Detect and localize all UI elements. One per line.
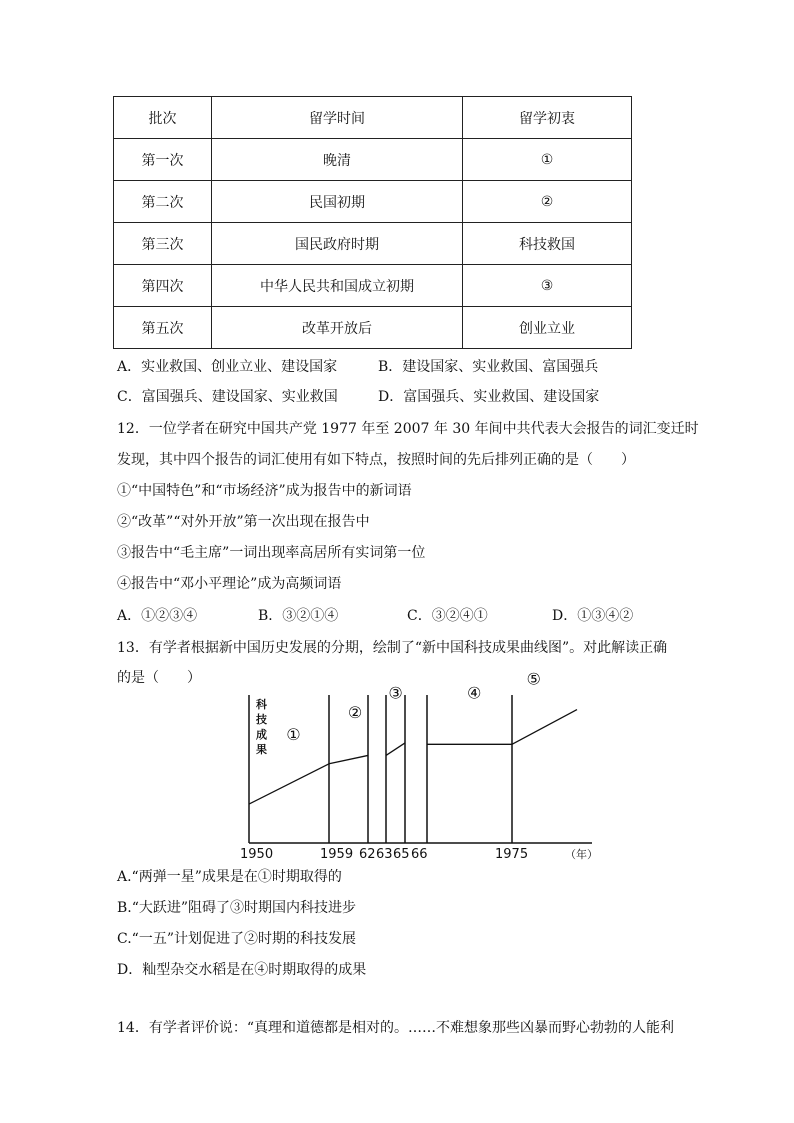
x-tick-label: 1975 [495, 847, 529, 862]
table-row [114, 307, 632, 349]
q12-option-c: C．③②④① [407, 608, 488, 624]
table-cell: 第三次 [114, 223, 212, 265]
table-cell: 科技救国 [463, 223, 632, 265]
q12-item-1: ①“中国特色”和“市场经济”成为报告中的新词语 [117, 483, 412, 499]
x-tick-label: 65 [393, 847, 410, 862]
period-label: ② [347, 702, 363, 722]
period-label: ⑤ [526, 669, 541, 689]
study-abroad-table [113, 96, 632, 349]
q13-option-d: D．籼型杂交水稻是在④时期取得的成果 [117, 962, 367, 978]
table-cell: 第二次 [114, 181, 212, 223]
table-row [114, 265, 632, 307]
x-tick-label: 1959 [320, 847, 354, 862]
q11-option-d: D．富国强兵、实业救国、建设国家 [378, 389, 600, 405]
period-label: ③ [388, 683, 403, 703]
x-tick-label: 63 [376, 847, 393, 862]
q12-stem-line1: 12．一位学者在研究中国共产党 1977 年至 2007 年 30 年间中共代表大会报告的词汇变迁时 [117, 421, 699, 437]
q11-option-b: B．建设国家、实业救国、富国强兵 [378, 359, 599, 375]
data-segment [329, 755, 368, 763]
table-header-cell: 留学初衷 [463, 97, 632, 139]
table-cell: 第五次 [114, 307, 212, 349]
x-tick-label: 62 [359, 847, 376, 862]
data-segment [249, 764, 329, 804]
q13-stem-line2: 的是（ ） [117, 670, 201, 686]
table-cell: 中华人民共和国成立初期 [212, 265, 463, 307]
q11-option-a: A．实业救国、创业立业、建设国家 [117, 359, 338, 375]
q12-item-4: ④报告中“邓小平理论”成为高频词语 [117, 576, 342, 592]
q14-stem-line1: 14．有学者评价说：“真理和道德都是相对的。……不难想象那些凶暴而野心勃勃的人能利 [117, 1020, 674, 1036]
period-label: ① [286, 725, 301, 745]
q11-option-c: C．富国强兵、建设国家、实业救国 [117, 389, 338, 405]
table-cell: ③ [463, 265, 632, 307]
y-axis-label-char: 科 [256, 698, 267, 711]
y-axis-label-char: 成 [256, 728, 267, 741]
y-axis-label-char: 技 [256, 713, 267, 726]
q12-option-b: B．③②①④ [258, 608, 339, 624]
table-header-row [114, 97, 632, 139]
table-row [114, 181, 632, 223]
data-segment [386, 743, 405, 756]
table-cell: 民国初期 [212, 181, 463, 223]
q13-option-b: B.“大跃进”阻碍了③时期国内科技进步 [117, 900, 357, 916]
q13-option-c: C.“一五”计划促进了②时期的科技发展 [117, 931, 356, 947]
table-header-cell: 批次 [114, 97, 212, 139]
table-cell: 第四次 [114, 265, 212, 307]
table-row [114, 139, 632, 181]
x-tick-label: （年） [565, 848, 598, 861]
x-tick-label: 66 [411, 847, 428, 862]
q12-option-a: A．①②③④ [117, 608, 198, 624]
q12-item-3: ③报告中“毛主席”一词出现率高居所有实词第一位 [117, 545, 426, 561]
q12-option-d: D．①③④② [552, 608, 634, 624]
q13-stem-line1: 13．有学者根据新中国历史发展的分期，绘制了“新中国科技成果曲线图”。对此解读正确 [117, 640, 668, 656]
table-cell: ② [463, 181, 632, 223]
data-segment [512, 710, 577, 745]
table-row [114, 223, 632, 265]
q12-stem-line2: 发现，其中四个报告的词汇使用有如下特点，按照时间的先后排列正确的是（ ） [117, 452, 635, 468]
q13-option-a: A.“两弹一星”成果是在①时期取得的 [117, 869, 342, 885]
tech-achievement-chart [240, 669, 605, 865]
x-tick-label: 1950 [240, 847, 274, 862]
table-header-cell: 留学时间 [212, 97, 463, 139]
period-label: ④ [467, 683, 482, 703]
table-cell: 创业立业 [463, 307, 632, 349]
table-cell: 国民政府时期 [212, 223, 463, 265]
table-cell: 晚清 [212, 139, 463, 181]
table-cell: 第一次 [114, 139, 212, 181]
q12-item-2: ②“改革”“对外开放”第一次出现在报告中 [117, 514, 370, 530]
y-axis-label-char: 果 [256, 743, 267, 756]
table-cell: 改革开放后 [212, 307, 463, 349]
table-cell: ① [463, 139, 632, 181]
